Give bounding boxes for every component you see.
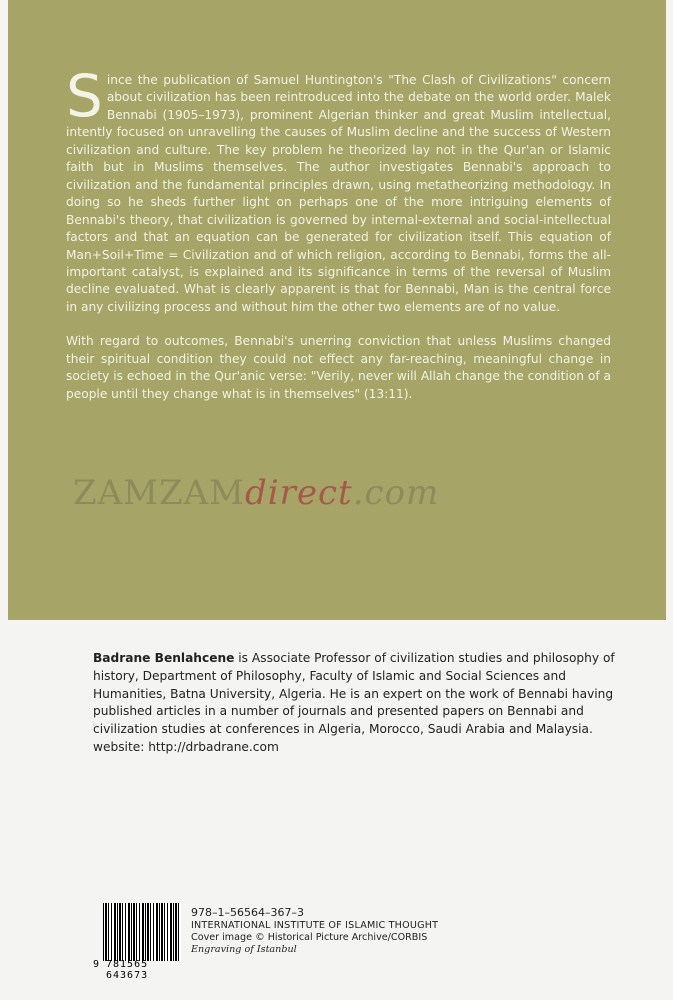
barcode-bars: [103, 903, 181, 961]
author-bio: [93, 650, 633, 757]
cover-blurb: [66, 62, 611, 403]
author-website: website: http://drbadrane.com: [93, 739, 279, 754]
watermark-part-1: ZAMZAM: [73, 473, 245, 513]
publisher-name: INTERNATIONAL INSTITUTE OF ISLAMIC THOUGHT: [191, 920, 439, 931]
barcode-first-digit: 9: [93, 959, 100, 970]
cover-image-credit: Cover image © Historical Picture Archive/CORBIS: [191, 932, 428, 943]
isbn-number: 978–1–56564–367–3: [191, 906, 304, 919]
engraving-caption: Engraving of Istanbul: [191, 944, 297, 955]
isbn-barcode: [93, 903, 183, 981]
watermark-part-3: .com: [352, 473, 440, 513]
blurb-paragraph-2: With regard to outcomes, Bennabi's unerring conviction that unless Muslims changed their spiritual condition they could not effect any far-reaching, meaningful change in society is echoed in the Qur'anic verse: "Verily, never will Allah change the condition of a people until they change what is in themselves" (13:11).: [66, 334, 611, 401]
barcode-digits: 781565 643673: [106, 959, 149, 981]
author-name: Badrane Benlahcene: [93, 651, 235, 665]
blurb-paragraph-1-text: ince the publication of Samuel Huntington's "The Clash of Civilizations" concern about civilization has been reintroduced into the debate on the world order. Malek Bennabi (1905–1973), prominent Algerian thinker and great Muslim intellectual, intently focused on unravelling the causes of Muslim decline and the success of Western civilization and culture. The key problem he theorized lay not in the Qur'an or Islamic faith but in Muslims themselves. The author investigates Bennabi's approach to civilization and the fundamental principles drawn, using metatheorizing methodology. In doing so he sheds further light on perhaps one of the more intriguing elements of Bennabi's theory, that civilization is governed by internal-external and social-intellectual factors and that an equation can be generated for civilization itself. This equation of Man+Soil+Time = Civilization and of which religion, according to Bennabi, forms the all-important catalyst, is explained and its significance in terms of the reversal of Muslim decline evaluated. What is clearly apparent is that for Bennabi, Man is the central force in any civilizing process and without him the other two elements are of no value.: [66, 73, 611, 314]
watermark: [73, 473, 439, 513]
watermark-part-2: direct: [244, 473, 353, 513]
author-bio-text: is Associate Professor of civilization studies and philosophy of history, Department of Philosophy, Faculty of Islamic and Social Sciences and Humanities, Batna University, Algeria. He is an expert on the work of Bennabi having published articles in a number of journals and presented papers on Bennabi and civilization studies at conferences in Algeria, Morocco, Saudi Arabia and Malaysia.: [93, 651, 615, 737]
publisher-info: [191, 906, 438, 956]
blurb-paragraph-1: [66, 62, 611, 316]
drop-cap: S: [66, 62, 103, 130]
author-bio-paragraph: [93, 650, 633, 739]
